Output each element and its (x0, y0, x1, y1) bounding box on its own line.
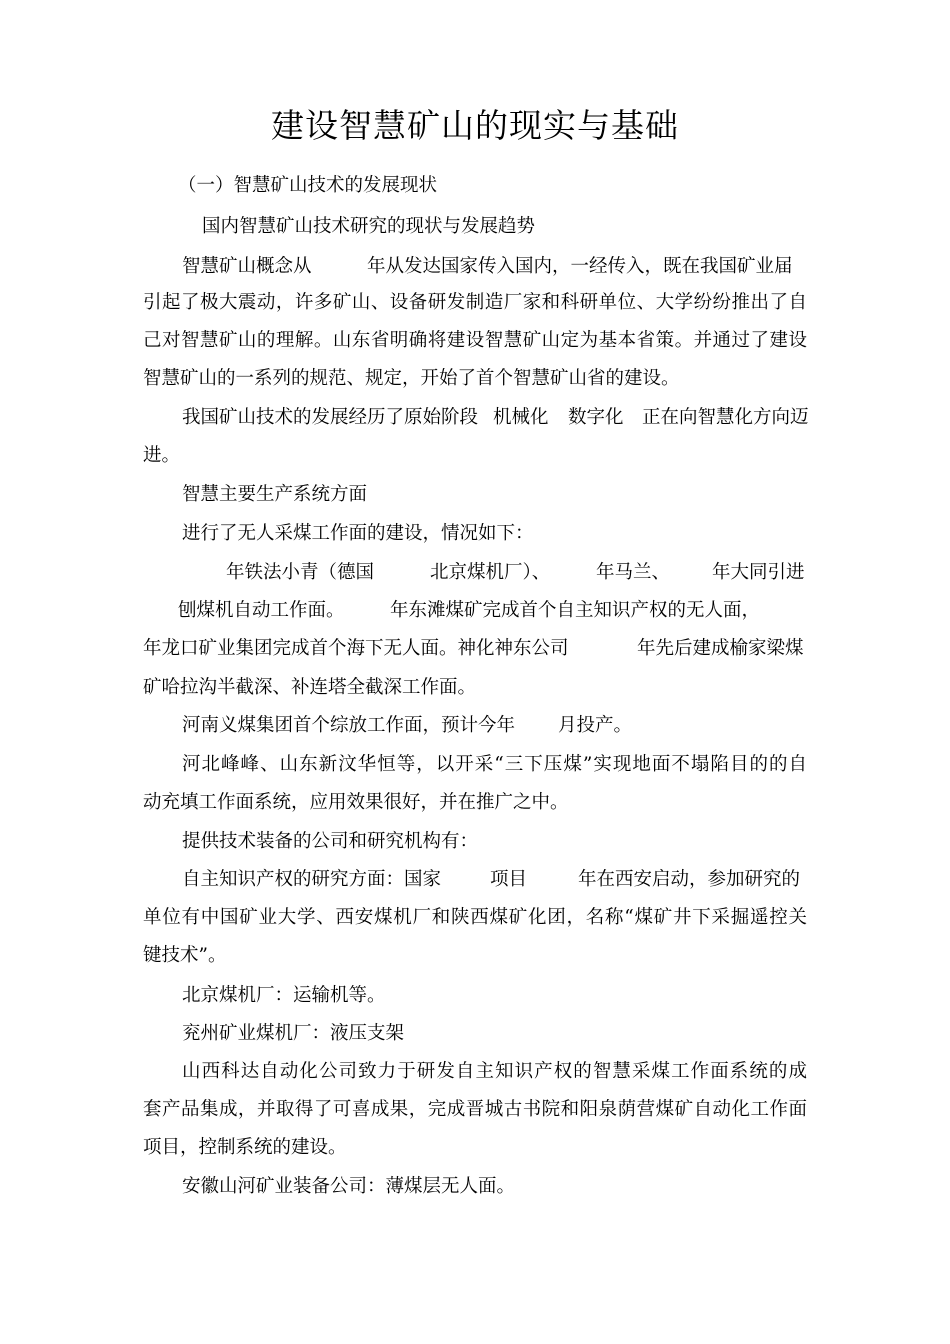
paragraph-beijing-mining-machinery: 北京煤机厂：运输机等。 (182, 985, 386, 1006)
paragraph-text: 年马兰、 (596, 562, 671, 583)
paragraph-anhui-shanhe: 安徽山河矿业装备公司：薄煤层无人面。 (182, 1176, 516, 1197)
paragraph-text: 机械化 (493, 407, 549, 428)
paragraph-line: 进。 (143, 445, 181, 466)
paragraph-text: 年从发达国家传入国内，一经传入，既在我国矿业届 (367, 256, 793, 277)
subsection-heading: 国内智慧矿山技术研究的现状与发展趋势 (202, 216, 536, 237)
paragraph-line: 项目，控制系统的建设。 (143, 1137, 347, 1158)
paragraph-text: 年铁法小青（德国 (226, 562, 375, 583)
paragraph-text: 自主知识产权的研究方面：国家 (182, 869, 442, 890)
section-heading: （一）智慧矿山技术的发展现状 (178, 175, 438, 196)
paragraph-text: 年东滩煤矿完成首个自主知识产权的无人面， (390, 600, 761, 621)
paragraph-line: 动充填工作面系统，应用效果很好，并在推广之中。 (143, 792, 569, 813)
paragraph-line: 单位有中国矿业大学、西安煤机厂和陕西煤矿化团，名称“煤矿井下采掘遥控关 (143, 907, 807, 928)
paragraph-yanzhou-mining-machinery: 兖州矿业煤机厂：液压支架 (182, 1023, 405, 1044)
paragraph-unmanned-faces: 进行了无人采煤工作面的建设，情况如下： (182, 523, 534, 544)
paragraph-line: 套产品集成，并取得了可喜成果，完成晋城古书院和阳泉荫营煤矿自动化工作面 (143, 1099, 807, 1120)
paragraph-text: 年大同引进 (712, 562, 805, 583)
document-title: 建设智慧矿山的现实与基础 (271, 106, 679, 145)
paragraph-text: 正在向智慧化方向迈 (642, 407, 809, 428)
paragraph-line: 智慧矿山的一系列的规范、规定，开始了首个智慧矿山省的建设。 (143, 368, 680, 389)
paragraph-text: 年龙口矿业集团完成首个海下无人面。神化神东公司 (143, 638, 569, 659)
paragraph-text: 项目 (490, 869, 528, 890)
paragraph-line: 引起了极大震动，许多矿山、设备研发制造厂家和科研单位、大学纷纷推出了自 (143, 292, 807, 313)
paragraph-text: 智慧矿山概念从 (182, 256, 312, 277)
paragraph-text: 月投产。 (558, 715, 633, 736)
paragraph-line: 己对智慧矿山的理解。山东省明确将建设智慧矿山定为基本省策。并通过了建设 (143, 330, 807, 351)
paragraph-text: 我国矿山技术的发展经历了原始阶段 (182, 407, 479, 428)
paragraph-line: 河北峰峰、山东新汶华恒等，以开采“三下压煤”实现地面不塌陷目的的自 (182, 754, 807, 775)
paragraph-equipment-providers: 提供技术装备的公司和研究机构有： (182, 831, 479, 852)
paragraph-line: 矿哈拉沟半截深、补连塔全截深工作面。 (143, 677, 477, 698)
paragraph-text: 年在西安启动，参加研究的 (578, 869, 801, 890)
paragraph-text: 数字化 (568, 407, 624, 428)
paragraph-text: 河南义煤集团首个综放工作面，预计今年 (182, 715, 516, 736)
paragraph-line: 山西科达自动化公司致力于研发自主知识产权的智慧采煤工作面系统的成 (182, 1061, 807, 1082)
paragraph-text: 刨煤机自动工作面。 (178, 600, 345, 621)
paragraph-text: 北京煤机厂）、 (430, 562, 551, 583)
paragraph-line: 键技术”。 (143, 945, 227, 966)
paragraph-text: 年先后建成榆家梁煤 (637, 638, 804, 659)
paragraph-production-systems: 智慧主要生产系统方面 (182, 484, 368, 505)
